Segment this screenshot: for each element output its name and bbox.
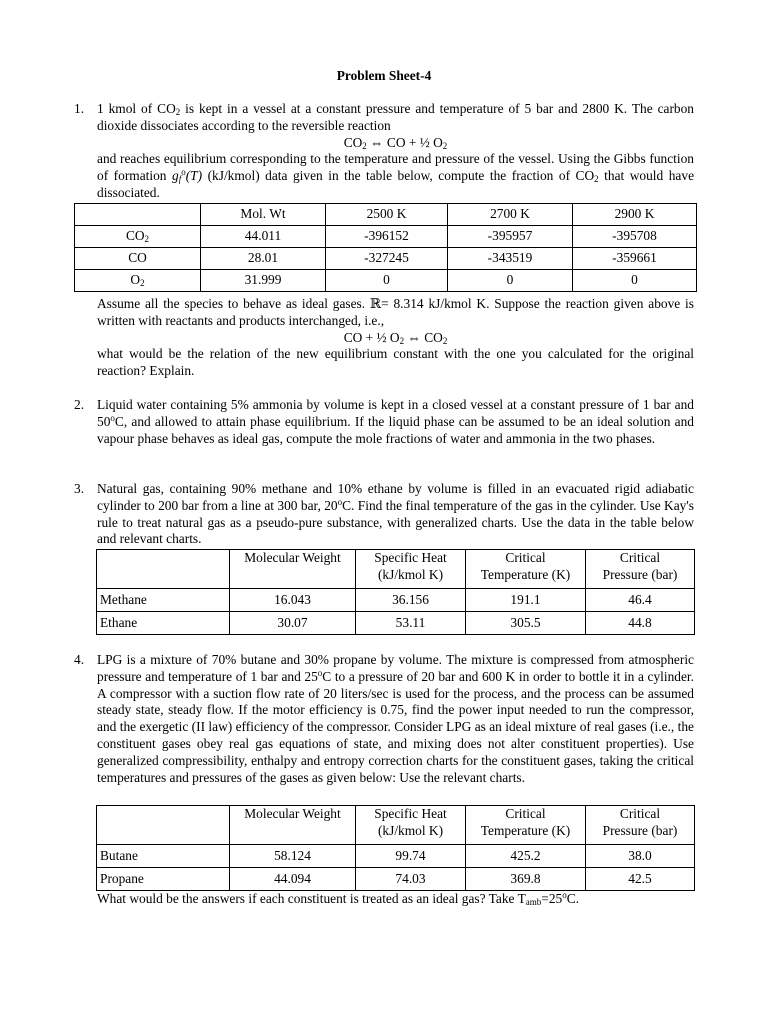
reaction-equation: $CO_2$ ⇔ CO + ½ $O_2$ <box>343 134 448 151</box>
problem-text: Liquid water containing 5% ammonia by volume is kept in a closed vessel at a constant pressure of 1 bar and 50$^o$C, and allowed to attain phase equilibrium. If the liquid phase can be assumed to be an ideal solution and vapour phase behaves as ideal gas, compute the mole fractions of water and ammonia in the two phases. <box>97 397 694 446</box>
species-cell: $O_2$ <box>75 270 201 292</box>
problem-1-continued <box>74 296 694 380</box>
problem-4 <box>74 652 694 786</box>
column-header: 2700 K <box>448 204 573 226</box>
table-row: Ethane 30.07 53.11 305.5 44.8 <box>97 612 695 635</box>
table-row: Propane 44.094 74.03 369.8 42.5 <box>97 868 695 891</box>
table-row: $CO_2$ 44.011 -396152 -395957 -395708 <box>75 226 697 248</box>
problem-number: 3. <box>74 481 85 496</box>
problem-1 <box>74 101 694 202</box>
table-header-row <box>97 806 695 845</box>
table-row: CO 28.01 -327245 -343519 -359661 <box>75 248 697 270</box>
column-header: Critical Temperature (K) <box>466 550 586 589</box>
problem-text <box>97 101 694 202</box>
natural-gas-table <box>96 549 695 635</box>
problem-1-text-2: and reaches equilibrium corresponding to the temperature and pressure of the vessel. Using the Gibbs function of formation $g_f^o(T)$ (kJ/kmol) data given in the table below, compute the fraction of $CO_2$ that would have dissociated. <box>97 151 695 200</box>
gibbs-data-table <box>74 203 697 292</box>
column-header: Critical Pressure (bar) <box>586 806 695 845</box>
column-header: Molecular Weight <box>230 806 356 845</box>
problem-text: Natural gas, containing 90% methane and 10% ethane by volume is filled in an evacuated rigid adiabatic cylinder to 200 bar from a line at 300 bar, 20$^o$C. Find the final temperature of the gas in the cylinder. Use Kay's rule to treat natural gas as a pseudo-pure substance, with generalized charts. Use the data in the table below and relevant charts. <box>97 481 694 547</box>
column-header: Specific Heat (kJ/kmol K) <box>356 806 466 845</box>
problem-number: 2. <box>74 397 85 412</box>
problem-text: What would be the answers if each constituent is treated as an ideal gas? Take $T_{amb}=25^oC$. <box>97 890 580 907</box>
column-header: Specific Heat (kJ/kmol K) <box>356 550 466 589</box>
table-row: Methane 16.043 36.156 191.1 46.4 <box>97 589 695 612</box>
problem-1-intro: 1 kmol of $CO_2$ is kept in a vessel at a constant pressure and temperature of 5 bar and 2800 K. The carbon dioxide dissociates according to the reversible reaction <box>97 101 694 133</box>
problem-1-text-4: what would be the relation of the new equilibrium constant with the one you calculated for the original reaction? Explain. <box>97 346 694 379</box>
column-header: Critical Temperature (K) <box>466 806 586 845</box>
column-header: 2900 K <box>573 204 697 226</box>
table-row: $O_2$ 31.999 0 0 0 <box>75 270 697 292</box>
species-cell: CO <box>75 248 201 270</box>
problem-number: 4. <box>74 652 85 667</box>
problem-2 <box>74 397 694 447</box>
table-row: Butane 58.124 99.74 425.2 38.0 <box>97 845 695 868</box>
column-header: Mol. Wt <box>201 204 326 226</box>
problem-1-text-3: Assume all the species to behave as ideal gases. ℝ= 8.314 kJ/kmol K. Suppose the reaction given above is written with reactants and products interchanged, i.e., <box>97 296 694 328</box>
problem-text <box>97 296 694 380</box>
table-header-row <box>75 204 697 226</box>
species-cell: $CO_2$ <box>75 226 201 248</box>
problem-number: 1. <box>74 101 85 116</box>
reverse-reaction-equation: CO + ½ $O_2$ ⇔ $CO_2$ <box>343 329 448 346</box>
lpg-table <box>96 805 695 891</box>
table-header-row <box>97 550 695 589</box>
column-header: Molecular Weight <box>230 550 356 589</box>
problem-text: LPG is a mixture of 70% butane and 30% propane by volume. The mixture is compressed from atmospheric pressure and temperature of 1 bar and 25$^o$C to a pressure of 20 bar and 600 K in order to bottle it in a cylinder. A compressor with a suction flow rate of 20 liters/sec is used for the process, and the process can be assumed steady state, steady flow. If the motor efficiency is 0.75, find the power input needed to run the compressor, and the exergetic (II law) efficiency of the compressor. Consider LPG as an ideal mixture of real gases (i.e., the constituent gases obey real gas equations of state, and mixing does not alter constituent properties). Use generalized compressibility, enthalpy and entropy correction charts for the constituent gases, taking the critical temperatures and pressures of the gases as given below: Use the relevant charts. <box>97 652 694 785</box>
page-title: Problem Sheet-4 <box>336 68 432 83</box>
problem-4-final <box>74 891 694 908</box>
column-header: Critical Pressure (bar) <box>586 550 695 589</box>
column-header: 2500 K <box>326 204 448 226</box>
problem-3 <box>74 481 694 548</box>
